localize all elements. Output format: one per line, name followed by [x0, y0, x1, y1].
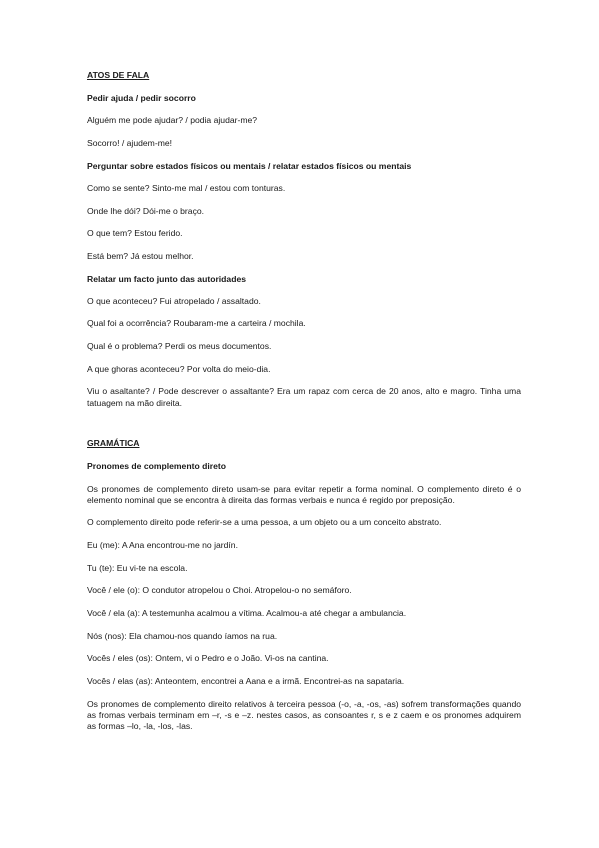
subheading-pronomes: Pronomes de complemento direto	[87, 461, 226, 472]
example-line: Está bem? Já estou melhor.	[87, 250, 194, 261]
example-line: O que tem? Estou ferido.	[87, 228, 183, 239]
example-line: O que aconteceu? Fui atropelado / assaltado.	[87, 295, 261, 306]
grammar-example: Vocês / elas (as): Anteontem, encontrei a Aana e a irmã. Encontrei-as na sapataria.	[87, 676, 405, 687]
grammar-example: Você / ela (a): A testemunha acalmou a vítima. Acalmou-a até chegar a ambulancia.	[87, 608, 407, 619]
grammar-example: Você / ele (o): O condutor atropelou o Choi. Atropelou-o no semáforo.	[87, 585, 352, 596]
subheading-estados: Perguntar sobre estados físicos ou mentais / relatar estados físicos ou mentais	[87, 160, 412, 171]
subheading-autoridades: Relatar um facto junto das autoridades	[87, 273, 247, 284]
section-gap	[87, 420, 521, 438]
grammar-example: Vocês / eles (os): Ontem, vi o Pedro e o João. Vi-os na cantina.	[87, 653, 329, 664]
grammar-example: Tu (te): Eu vi-te na escola.	[87, 562, 188, 573]
body-paragraph: Os pronomes de complemento direto usam-se para evitar repetir a forma nominal. O complemento direto é o elemento nominal que se encontra à direita das formas verbais e nunca é regido por preposição.	[87, 483, 521, 505]
section-heading-gramatica: GRAMÁTICA	[87, 438, 140, 449]
grammar-example: Eu (me): A Ana encontrou-me no jardín.	[87, 540, 238, 551]
example-line: Socorro! / ajudem-me!	[87, 138, 173, 149]
document-page	[87, 70, 521, 744]
grammar-example: Nós (nos): Ela chamou-nos quando íamos na rua.	[87, 630, 278, 641]
section-heading-atos-de-fala: ATOS DE FALA	[87, 70, 150, 80]
example-paragraph: Viu o asaltante? / Pode descrever o assaltante? Era um rapaz com cerca de 20 anos, alto e magro. Tinha uma tatuagem na mão direita.	[87, 386, 521, 408]
example-line: Qual foi a ocorrência? Roubaram-me a carteira / mochila.	[87, 318, 306, 329]
example-line: Onde lhe dói? Dói-me o braço.	[87, 205, 205, 216]
subheading-pedir-ajuda: Pedir ajuda / pedir socorro	[87, 93, 196, 104]
example-line: Qual é o problema? Perdi os meus documentos.	[87, 341, 272, 352]
body-paragraph: O complemento direito pode referir-se a uma pessoa, a um objeto ou a um conceito abstrato.	[87, 517, 442, 528]
example-line: A que ghoras aconteceu? Por volta do meio-dia.	[87, 363, 271, 374]
body-paragraph: Os pronomes de complemento direito relativos à terceira pessoa (-o, -a, -os, -as) sofrem transformações quando as fromas verbais terminam em –r, -s e –z. nestes casos, as consoantes r, s e z caem e os pronomes adquirem as formas –lo, -la, -los, -las.	[87, 698, 521, 732]
example-line: Alguém me pode ajudar? / podia ajudar-me?	[87, 115, 258, 126]
example-line: Como se sente? Sinto-me mal / estou com tonturas.	[87, 182, 286, 193]
